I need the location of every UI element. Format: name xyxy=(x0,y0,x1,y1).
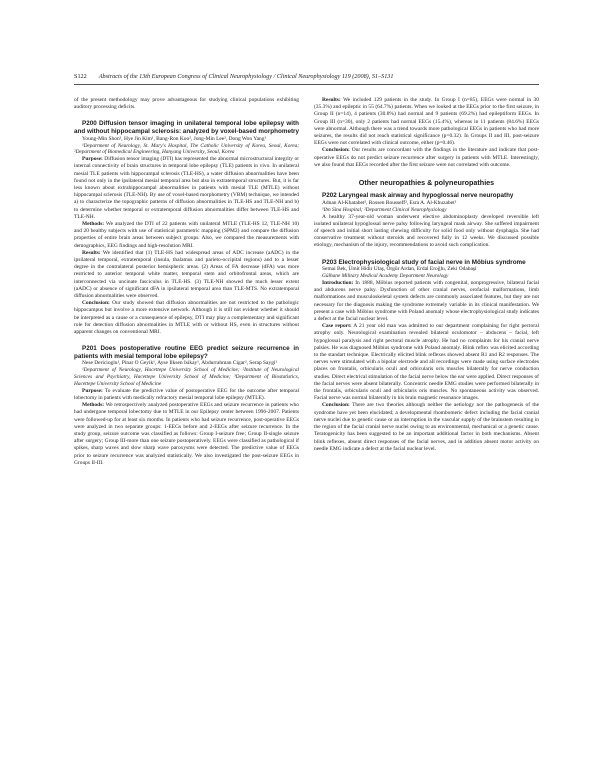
abstract-affiliation: ¹Department of Neurology, St. Mary's Hospital, The Catholic University of Korea, Seoul, Korea; ²Department of Biomedical Engineering, Hanyang University, Seoul, Korea xyxy=(74,142,299,156)
abstract-authors: Adnan Al-Khatabet², Rossen Rousseff², Esra A. Al-Khuzabet² xyxy=(322,199,457,206)
abstract-results xyxy=(74,250,299,300)
purpose-text: Diffusion tensor imaging (DTI) has represented the abnormal microstructural integrity or internal connectivity of brain structures in temporal lobe epilepsy (TLE) patients in vivo. In unilateral mesial TLE patients with hippocampal sclerosis (TLE-HS), a water diffusion abnormalities have been found not only in the ipsilateral mesial temporal area but also in extratemporal structures. But, it is far less known about extrahippocampal abnormalities in patients with mesial TLE (MTLE) without hippocampal sclerosis (TLE-NH). By use of voxel-based morphometry (VBM) technique, we intended a) to characterize the topographic patterns of diffusion abnormalities in TLE-HS and TLE-NH and b) to determine whether temporal or extratemporal diffusion abnormalities differ between TLE-HS and TLE-NH. xyxy=(74,156,299,220)
methods-text: We analyzed the DTI of 22 patients with unilateral MTLE (TLE-HS 12, TLE-NH 10) and 20 healthy subjects with use of statistical parametric mapping (SPM2) and compare the diffusion properties of entire brain areas between subject groups. Also, we compared the measurements with demographics, EEG findings and high-resolution MRI. xyxy=(74,221,299,249)
abstract-introduction xyxy=(314,280,539,323)
conclusion-text: Our results are concordant with the findings in the literature and indicate that post-operative EEGs do not predict seizure recurrence after surgery in patients with MTLE. Interestingly, we also found that EEGs recorded after the first seizure were not correlated with outcome. xyxy=(314,147,539,168)
results-label: Results: xyxy=(82,249,101,256)
introduction-text: In 1888, Möbius reported patients with congenital, nonprogressive, bilateral facial and abducens nerve palsy. Dysfunction of other cranial nerves, orofacial malformations, limb malformations and musculoskeletal system defects are commonly associated features, but they are not necessary for the diagnosis making the syndrome extremely variable in its clinical manifestation. We present a case with Möbius syndrome with Poland anomaly whose electrophysiological study indicates a defect at the facial nuclear level. xyxy=(314,280,539,323)
page-number: S122 xyxy=(74,73,87,80)
abstract-conclusion xyxy=(314,402,539,452)
conclusion-text: There are two theories although neither the aetiology nor the pathogenesis of the syndrome have yet been elucidated; a developmental rhombomeric defect including the facial cranial nerve nuclei due to genetic cause or an interruption in the vascular supply of the brainstem resulting in the region of the facial cranial nerve nuclei owing to an environmental, mechanical or a genetic cause. Teratogenicity has been suggested to be an important additional factor in both mechanisms. Absent blink reflexes, absent direct responses of the facial nerves, and in addition absent motor activity on needle EMG indicate a defect at the facial nuclear level. xyxy=(314,402,539,452)
page-header xyxy=(74,73,539,80)
abstract-authors: Semai Bek, Ümit Hidir Ulaş, Örgür Ardan, Erdal Eroğlu, Zeki Odabaşi xyxy=(322,266,477,273)
abstract-case-report xyxy=(314,323,539,402)
abstract-body: A healthy 37-year-old woman underwent elective abdominoplasty developed reversible left isolated unilateral hypoglossal nerve palsy following laryngeal mask airway. She suffered impairment of speech and initial short lasting chewing difficulty for solid food only without dysphagia. She had conservative treatment without steroids and recovered fully in 12 weeks. We discussed possible etiology, mechanism of the injury, recommendations to avoid such complication. xyxy=(314,213,539,249)
abstract-authors: Young-Min Shon¹, Hye Jin Kim¹, Bang-Ron Koo², Jong-Min Lee², Dong Won Yang¹ xyxy=(82,135,267,142)
right-column xyxy=(314,97,539,453)
abstract-affiliation: ¹Ibn Sina Hospital; ²Department Clinical Neurophysiology xyxy=(322,206,447,213)
conclusion-text: Our study showed that diffusion abnormalities are not restricted to the pathologic hippocampus but involve a more extensive network. Although it is still not evident whether it should be interpreted as a cause or a consequence of epilepsy, DTI may play a complementary and significant role for detection diffusion abnormalities in MTLE with or without HS, even in structures without apparent changes on conventional MRI. xyxy=(74,300,300,336)
section-heading: Other neuropathies & polyneuropathies xyxy=(358,178,495,188)
abstract-title: P200 Diffusion tensor imaging in unilateral temporal lobe epilepsy with and without hippocampal sclerosis: analyzed by voxel-based morphometry xyxy=(74,120,299,135)
p201-conclusion xyxy=(314,147,539,169)
abstract-purpose xyxy=(74,388,299,402)
abstract-title: P201 Does postoperative routine EEG predict seizure recurrence in patients with mesial temporal lobe epilepsy? xyxy=(74,345,299,360)
methods-label: Methods: xyxy=(82,221,105,228)
abstract-p200 xyxy=(74,120,299,336)
abstract-affiliation: Gülhane Military Medical Academy Department Neurology xyxy=(322,273,449,280)
abstract-authors: Nese Dericioglu¹, Pinar O Geyik¹, Ayse Ilksen Isikay¹, Abdurrahman Cigar², Serap Saygi¹ xyxy=(82,360,278,367)
case-report-label: Case report: xyxy=(322,323,352,330)
abstract-p201 xyxy=(74,345,299,467)
previous-abstract-tail: of the present methodology may prove advantageous for studying clinical populations exhibiting auditory processing deficits. xyxy=(74,97,299,111)
case-report-text: A 21 year old man was admitted to our department complaining for right pectoral atrophy only. Neurological examination revealed bilateral oculomotor – abducens – facial, left hypoglossal paralysis and right pectoral muscle atrophy. He had no complaints for his cranial nerve palsies. He was diagnosed Möbius syndrome with Poland anomaly. Blink reflex was elicited according to the standart technique. Electrically elicited blink reflexes showed absent R1 and R2 responses. The nerves were stimulated with a bipolar electrode and all recordings were made using surface electrodes places on frontalis, orbicularis oculi and orbicularis oris muscles bilaterally for nerve conduction studies. Direct electrical stimulation of the facial nerve below the ear were applied. Direct responses of the facial nerves were absent bilaterally. Concentric needle EMG studies were performed bilaterally in the frontalis, orbicularis oculi and orbicularis oris muscles. No spontaneous activity was observed. Facial nerve was normal bilaterally in his brain magnetic resonance images. xyxy=(314,323,540,402)
purpose-text: To evaluate the predictive value of postoperative EEG for the outcome after temporal lobectomy in patients with medically refractory mesial temporal lobe epilepsy (MTLE). xyxy=(74,387,299,402)
abstract-conclusion xyxy=(74,300,299,336)
abstract-p202 xyxy=(314,192,539,249)
abstract-title: P202 Laryngeal mask airway and hypoglossal nerve neuropathy xyxy=(322,192,514,200)
abstract-methods xyxy=(74,402,299,467)
methods-label: Methods: xyxy=(82,402,105,409)
results-text: We included 129 patients in the study. In Group I (n=85), EEGs were normal in 30 (35.3%) and epileptic in 55 (64.7%) patients. When we looked at the EEGs prior to the first seizure, in Group II (n=14), 4 patients (30.8%) had normal and 9 patients (69.2%) had epileptiform EEGs. In Group III (n=30), only 2 patients had normal EEGs (15.4%), whereas in 11 patients (84.6%) EEGs were abnormal. Although there was a trend towards more pathological EEGs in patients who had more seizures, the results did not reach statistical significance (p=0.32). In Groups II and III, post-seizure EEGs were not correlated with clinical outcome, either (p=0.46). xyxy=(314,97,539,147)
abstract-affiliation: ¹Department of Neurology, Hacettepe University School of Medicine; ²Institute of Neurological Sciences and Psychiatry, Hacettepe University School of Medicine; ³Department of Biostatistics, Hacettepe University School of Medicine xyxy=(74,367,299,388)
results-text: We identified that (1) TLE-HS had widespread areas of ADC increase (aADC) in the ipsilateral temporal, extratemporal (insula, thalamus and parieto-occipital regions) and to a lesser degree in the contralateral posterior hemispheric areas. (2) Areas of FA decrease (dFA) was more restricted to anterior temporal white matter, temporal stem and orbitofrontal areas, which are interconnected via uncinate fasciculus in TLE-HS. (3) TLE-NH showed the much lesser extent (aADC) or absence of significant dFA in ipsilateral temporal area than TLE-MTS. No extratemporal diffusion abnormalities were observed. xyxy=(74,249,299,300)
abstract-methods xyxy=(74,221,299,250)
header-rule xyxy=(74,84,539,85)
methods-text: We retrospectively analyzed postoperative EEGs and seizure recurrence in patients who had undergone temporal lobectomy due to MTLE in our Epilepsy center between 1996-2007. Patients were followed-up for at least six months. In patients who had seizure recurrence, post-operative EEGs were analyzed in two separate groups: 1-EEGs before and 2-EEGs after seizure recurrence. In the study group, seizure outcome was classified as follows: Group I-seizure free; Group II-single seizure after surgery; Group III-more than one seizure postoperatively. EEGs were classified as pathological if spikes, sharp waves and slow sharp wave paroxysms were detected. The predictive value of EEGs prior to seizure recurrence was analyzed statistically. We also investigated the post-seizure EEGs in Groups II-III. xyxy=(74,402,299,466)
abstract-purpose xyxy=(74,156,299,221)
abstract-p203 xyxy=(314,259,539,453)
purpose-label: Purpose: xyxy=(82,156,103,163)
abstract-title: P203 Electrophysiological study of facial nerve in Möbius syndrome xyxy=(322,258,526,266)
results-label: Results: xyxy=(322,97,341,103)
conclusion-label: Conclusion: xyxy=(322,147,350,154)
left-column xyxy=(74,97,299,467)
conclusion-label: Conclusion: xyxy=(82,300,110,307)
p201-results xyxy=(314,97,539,147)
running-title: Abstracts of the 13th European Congress of Clinical Neurophysiology / Clinical Neurophysiology 119 (2008), S1–S131 xyxy=(98,73,394,80)
introduction-label: Introduction: xyxy=(322,280,354,287)
conclusion-label: Conclusion: xyxy=(322,402,350,409)
purpose-label: Purpose: xyxy=(82,387,103,394)
